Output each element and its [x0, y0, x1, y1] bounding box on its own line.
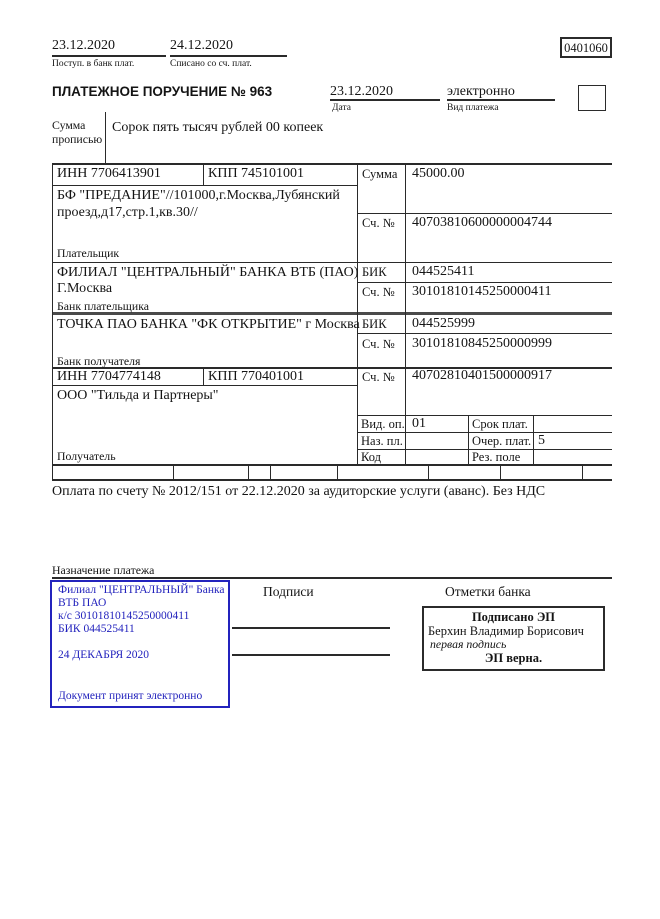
- payer-name-line2: проезд,д17,стр.1,кв.30//: [57, 205, 198, 220]
- bank-stamp-line: ВТБ ПАО: [58, 597, 107, 609]
- bank-marks-label: Отметки банка: [445, 584, 531, 599]
- document-title: ПЛАТЕЖНОЕ ПОРУЧЕНИЕ № 963: [52, 84, 273, 99]
- marker-row-divider: [173, 464, 174, 481]
- received-date-underline: [52, 55, 166, 57]
- table-border: [357, 415, 612, 416]
- payer-kpp: КПП 745101001: [208, 166, 305, 181]
- table-border: [52, 185, 357, 186]
- form-code: 0401060: [564, 41, 608, 55]
- priority-value: 5: [538, 433, 545, 448]
- purpose-text: Оплата по счету № 2012/151 от 22.12.2020 за аудиторские услуги (аванс). Без НДС: [52, 484, 546, 499]
- signature-line: [232, 654, 390, 656]
- payee-bank-bik-label: БИК: [362, 317, 387, 331]
- payee-bank-bik: 044525999: [412, 316, 475, 331]
- op-kind-value: 01: [412, 416, 426, 431]
- status-checkbox: [578, 85, 606, 111]
- payee-inn: ИНН 7704774148: [57, 369, 161, 384]
- signatures-label: Подписи: [263, 584, 314, 599]
- reserve-label: Рез. поле: [472, 450, 521, 464]
- esign-role: первая подпись: [430, 637, 507, 651]
- received-date: 23.12.2020: [52, 38, 115, 53]
- op-kind-label: Вид. оп.: [361, 417, 405, 431]
- payer-bank-label: Банк плательщика: [57, 299, 149, 313]
- payer-inn: ИНН 7706413901: [57, 166, 161, 181]
- payee-account-label: Сч. №: [362, 370, 395, 384]
- payer-bank-name-line1: ФИЛИАЛ "ЦЕНТРАЛЬНЫЙ" БАНКА ВТБ (ПАО): [57, 265, 359, 280]
- esign-title: Подписано ЭП: [471, 610, 556, 624]
- payer-bank-name-line2: Г.Москва: [57, 281, 113, 296]
- bank-stamp-accepted: Документ принят электронно: [58, 690, 203, 702]
- bank-stamp-line: БИК 044525411: [58, 623, 135, 635]
- doc-date: 23.12.2020: [330, 84, 393, 99]
- received-date-label: Поступ. в банк плат.: [52, 59, 135, 69]
- payer-name-line1: БФ "ПРЕДАНИЕ"//101000,г.Москва,Лубянский: [57, 188, 340, 203]
- marker-row-divider: [500, 464, 501, 481]
- amount-words-label: Сумма прописью: [52, 118, 103, 146]
- bank-stamp-date: 24 ДЕКАБРЯ 2020: [58, 649, 150, 661]
- doc-date-underline: [330, 99, 440, 101]
- priority-label: Очер. плат.: [472, 434, 532, 448]
- marker-row-divider: [248, 464, 249, 481]
- payer-bank-bik: 044525411: [412, 264, 475, 279]
- marker-row-divider: [337, 464, 338, 481]
- bank-stamp-line: к/с 30101810145250000411: [58, 610, 190, 622]
- form-code-box: [560, 37, 612, 58]
- table-border: [52, 385, 357, 386]
- payer-label: Плательщик: [57, 246, 120, 260]
- payment-type-underline: [447, 99, 555, 101]
- table-border: [203, 163, 204, 186]
- esign-name: Берхин Владимир Борисович: [428, 624, 584, 638]
- table-border: [533, 415, 534, 466]
- table-border: [405, 163, 406, 466]
- table-border: [52, 163, 612, 165]
- signature-line: [232, 627, 390, 629]
- payee-bank-account-label: Сч. №: [362, 337, 395, 351]
- amount-words-value: Сорок пять тысяч рублей 00 копеек: [112, 120, 324, 135]
- marker-row-divider: [582, 464, 583, 481]
- debited-date-underline: [170, 55, 287, 57]
- table-border: [468, 415, 469, 466]
- payer-bank-bik-label: БИК: [362, 265, 387, 279]
- payee-label: Получатель: [57, 449, 116, 463]
- doc-date-label: Дата: [332, 103, 351, 113]
- amount-label: Сумма: [362, 167, 398, 181]
- payee-bank-label: Банк получателя: [57, 354, 141, 368]
- payer-account: 40703810600000004744: [412, 215, 552, 230]
- payee-name: ООО "Тильда и Партнеры": [57, 388, 219, 403]
- payer-bank-account: 30101810145250000411: [412, 284, 552, 299]
- table-border: [52, 262, 612, 263]
- purpose-label: Назначение платежа: [52, 563, 155, 577]
- payment-type: электронно: [447, 84, 515, 99]
- table-border: [52, 163, 53, 481]
- marker-row-divider: [428, 464, 429, 481]
- amount-words-divider: [105, 112, 106, 163]
- purpose-underline: [52, 577, 612, 579]
- esign-valid: ЭП верна.: [484, 651, 543, 665]
- due-label: Срок плат.: [472, 417, 528, 431]
- table-border: [357, 213, 612, 214]
- table-border: [357, 282, 612, 283]
- payee-kpp: КПП 770401001: [208, 369, 305, 384]
- table-border: [203, 367, 204, 386]
- amount-value: 45000.00: [412, 166, 465, 181]
- table-border: [357, 163, 358, 466]
- debited-date: 24.12.2020: [170, 38, 233, 53]
- bank-stamp-line: Филиал "ЦЕНТРАЛЬНЫЙ" Банка: [58, 584, 225, 596]
- purpose-code-label: Наз. пл.: [361, 434, 403, 448]
- payee-bank-account: 30101810845250000999: [412, 336, 552, 351]
- table-border: [357, 432, 612, 433]
- table-border: [52, 464, 612, 466]
- table-border: [357, 333, 612, 334]
- code-label: Код: [361, 450, 381, 464]
- marker-row-divider: [270, 464, 271, 481]
- debited-date-label: Списано со сч. плат.: [170, 59, 252, 69]
- payment-type-label: Вид платежа: [447, 103, 499, 113]
- payee-account: 40702810401500000917: [412, 368, 552, 383]
- payer-account-label: Сч. №: [362, 216, 395, 230]
- table-border: [52, 479, 612, 481]
- payee-bank-name: ТОЧКА ПАО БАНКА "ФК ОТКРЫТИЕ" г Москва: [57, 317, 360, 332]
- payer-bank-account-label: Сч. №: [362, 285, 395, 299]
